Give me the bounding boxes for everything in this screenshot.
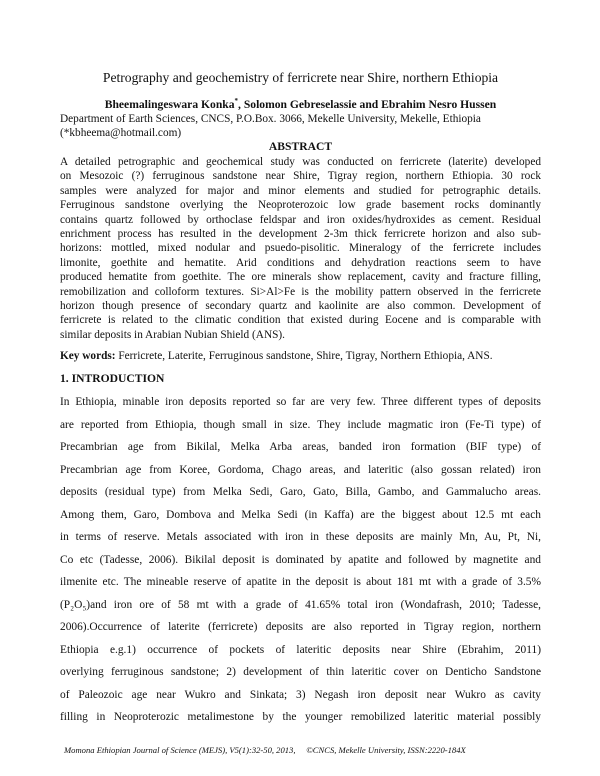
author-names: , Solomon Gebreselassie and Ebrahim Nesro Hussen (238, 97, 497, 111)
section-heading: 1. INTRODUCTION (60, 372, 165, 385)
text-line: horizons: mottled, mixed nodular and psuedo-pisolitic. Mineralogy of the ferricrete includes (60, 242, 541, 255)
text-line: overlying ferruginous sandstone; 2) development of thin lateritic cover on Denticho Sandstone (60, 666, 541, 678)
affiliation: Department of Earth Sciences, CNCS, P.O.Box. 3066, Mekelle University, Mekelle, Ethiopia (60, 113, 481, 125)
author-email: (*kbheema@hotmail.com) (60, 127, 182, 139)
text-line: samples were analyzed for major and minor elements and studied for petrographic details. (60, 184, 541, 197)
text-line: limonite, goethite and hematite. Arid conditions and dehydration reactions seem to have (60, 256, 541, 269)
text-line: A detailed petrographic and geochemical study was conducted on ferricrete (laterite) developed (60, 156, 541, 168)
text-line: ferricrete is related to the climatic condition that existed during Eocene and is comparable with (60, 314, 541, 327)
author-name: Bheemalingeswara Konka (104, 97, 235, 111)
introduction-body (60, 392, 541, 730)
text-line: in terms of reserve. Metals associated with iron in these deposits are mainly Mn, Au, Pt, Ni, (60, 531, 541, 543)
paper-title: Petrography and geochemistry of ferricrete near Shire, northern Ethiopia (102, 70, 499, 85)
text-line: remobilization and colloform textures. Si>Al>Fe is the mobility pattern observed in the ferricrete (60, 285, 541, 298)
corresponding-mark: * (234, 97, 239, 105)
text-line: Ferruginous sandstone overlying the Neoproterozoic low grade basement rocks dominantly (60, 199, 541, 212)
text-line: filling in Neoproterozic metalimestone by the younger remobilized lateritic material possibly (60, 711, 541, 723)
keywords-label: Key words: (60, 350, 116, 362)
text-line: deposits (residual type) from Melka Sedi, Garo, Gato, Billa, Gambo, and Gammalucho areas. (60, 486, 541, 498)
text-line: Precambrian age from Koree, Gordoma, Chago areas, and lateritic (also gossan related) iron (60, 463, 541, 476)
text-line: Precambrian age from Bikilal, Melka Arba areas, banded iron formation (BIF type) of (60, 441, 541, 453)
text-line: Among them, Garo, Dombova and Melka Sedi (in Kaffa) are the biggest about 12.5 mt each (60, 508, 541, 521)
text-line: enrichment process has resulted in the development 2-3m thick ferricrete horizon and also sub- (60, 227, 541, 240)
text-line: ilmenite etc. The mineable reserve of apatite in the deposit is about 181 mt with a grade of 3.5% (60, 576, 541, 588)
text-line: produced hematite from goethite. The ore minerals show replacement, cavity and fracture filling, (60, 271, 541, 284)
text-line: (P₂O₅)and iron ore of 58 mt with a grade of 41.65% total iron (Wondafrash, 2010; Tadesse, (60, 598, 541, 611)
text-line: Ethiopia e.g.1) occurrence of pockets of lateritic deposits near Shire (Ebrahim, 2011) (60, 643, 541, 656)
abstract-body (60, 155, 541, 342)
text-line: 2006).Occurrence of laterite (ferricrete) deposits are also reported in Tigray region, northern (60, 621, 541, 633)
text-line: horizon though presence of secondary quartz and kaolinite are also common. Development of (60, 299, 541, 312)
author-list (60, 97, 541, 111)
text-line: are reported from Ethiopia, though small in size. They include magmatic iron (Fe-Ti type) of (60, 418, 541, 431)
keywords (60, 350, 541, 362)
journal-footer: Momona Ethiopian Journal of Science (MEJS), V5(1):32-50, 2013, ©CNCS, Mekelle University, ISSN:2220-184X (64, 745, 466, 755)
text-line: Co etc (Tadesse, 2006). Bikilal deposit is dominated by apatite and followed by magnetite and (60, 553, 541, 566)
text-line: of Paleozoic age near Wukro and Sinkata; 3) Negash iron deposit near Wukro as cavity (60, 688, 541, 701)
keywords-text: Ferricrete, Laterite, Ferruginous sandstone, Shire, Tigray, Northern Ethiopia, ANS. (115, 350, 493, 362)
abstract-heading: ABSTRACT (268, 140, 333, 153)
text-line: In Ethiopia, minable iron deposits reported so far are very few. Three different types of deposits (60, 396, 541, 408)
text-line: contains quartz followed by orthoclase feldspar and iron oxides/hydroxides as cement. Residual (60, 213, 541, 226)
text-line: similar deposits in Arabian Nubian Shield (ANS). (60, 328, 285, 341)
text-line: on Mesozoic (?) ferruginous sandstone near Shire, Tigray region, northern Ethiopia. 30 rock (60, 170, 541, 183)
